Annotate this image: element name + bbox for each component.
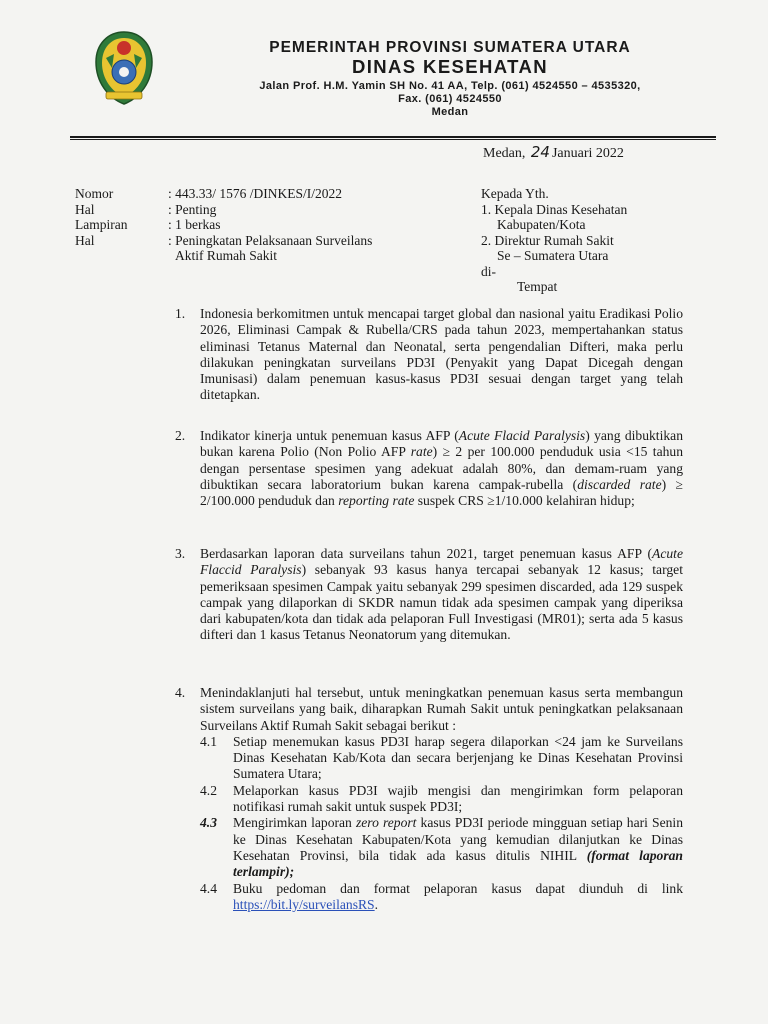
recipient-2: 2. Direktur Rumah Sakit	[481, 232, 614, 248]
italic-run: reporting rate	[338, 493, 415, 509]
letterhead-government: PEMERINTAH PROVINSI SUMATERA UTARA	[269, 39, 631, 56]
paragraph-number: 4.	[175, 685, 186, 700]
letter-date	[483, 143, 624, 162]
paragraph-text	[200, 546, 683, 644]
text-run: Buku pedoman dan format pelaporan kasus dapat diunduh di link	[233, 880, 683, 896]
text-run: .	[374, 896, 379, 912]
recipient-1-cont: Kabupaten/Kota	[497, 217, 586, 232]
italic-run: rate	[410, 444, 433, 460]
recipient-2-cont: Se – Sumatera Utara	[497, 248, 609, 263]
sub-item-4-2	[200, 783, 683, 816]
paragraph-number: 2.	[175, 428, 186, 443]
text-run: ) ≥ 2 per 100.000 penduduk usia <15 tahun dengan persentase spesimen yang adekuat adalah 80%, dan demam-ruam yang dibuktikan secara laboratorium bukan karena campak-rubella (	[200, 444, 683, 492]
sub-item-number: 4.2	[200, 782, 217, 798]
italic-run: Acute Flaccid Paralysis	[200, 546, 683, 578]
text-run: ) ≥ 2/100.000 penduduk dan	[200, 476, 683, 509]
date-city: Medan,	[483, 146, 526, 161]
sub-item-text	[233, 815, 683, 880]
letter-meta-values	[168, 186, 372, 264]
letterhead-agency: DINAS KESEHATAN	[351, 56, 549, 77]
fax-line: Fax. (061) 4524550	[398, 93, 502, 105]
value-lampiran: : 1 berkas	[168, 217, 221, 232]
text-run: ) yang dibuktikan bukan karena Polio (Non Polio AFP	[200, 428, 683, 460]
paragraph-text: Indonesia berkomitmen untuk mencapai target global dan nasional yaitu Eradikasi Polio 2026, Eliminasi Campak & Rubella/CRS pada tahun 2023, mempertahankan status eliminasi Tetanus Maternal dan Neonatal, serta pengendalian Difteri, maka perlu dilakukan peningkatan surveilans PD3I (Penyakit yang Dapat Dicegah dengan Imunisasi) dalam penemuan kasus-kasus PD3I sesuai dengan target yang telah ditetapkan.	[200, 306, 683, 403]
value-subject: : Peningkatan Pelaksanaan Surveilans	[168, 232, 373, 248]
text-run: kasus PD3I periode mingguan setiap hari Senin ke Dinas Kesehatan Kabupaten/Kota yang kemudian dilanjutkan ke Dinas Kesehatan Provinsi, bila tidak ada kasus ditulis NIHIL	[233, 815, 683, 863]
date-month-year: Januari 2022	[551, 146, 624, 161]
text-run: Mengirimkan laporan	[233, 815, 356, 831]
header-divider-thin	[70, 139, 716, 140]
paragraph-2	[175, 428, 683, 509]
letter-meta-labels	[75, 186, 127, 248]
sub-item-4-3	[200, 815, 683, 880]
sub-item-number: 4.1	[200, 733, 217, 749]
sub-item-text: Setiap menemukan kasus PD3I harap segera dilaporkan <24 jam ke Surveilans Dinas Kesehatan Kab/Kota dan secara berjenjang ke Dinas Kesehatan Provinsi Sumatera Utara;	[233, 733, 683, 782]
sub-item-4-1	[200, 734, 683, 783]
text-run: Berdasarkan laporan data surveilans tahun 2021, target penemuan kasus AFP (	[200, 546, 653, 561]
value-nomor: : 443.33/ 1576 /DINKES/I/2022	[168, 186, 342, 201]
date-day-handwritten: 24	[530, 143, 550, 161]
recipient-greeting: Kepada Yth.	[481, 186, 549, 201]
bold-italic-run: (format laporan terlampir);	[233, 847, 683, 880]
recipient-1: 1. Kepala Dinas Kesehatan	[481, 201, 628, 217]
sub-item-4-4	[200, 881, 683, 914]
paragraph-1	[175, 306, 683, 404]
recipient-tempat: Tempat	[517, 279, 558, 294]
italic-run: Acute Flacid Paralysis	[458, 428, 586, 443]
paragraph-number: 1.	[175, 306, 186, 321]
paragraph-4	[175, 685, 683, 913]
recipient-di: di-	[481, 263, 496, 279]
city-line: Medan	[431, 106, 469, 118]
recipient-block	[481, 186, 627, 295]
sub-item-text: Melaporkan kasus PD3I wajib mengisi dan mengirimkan form pelaporan notifikasi rumah sakit untuk suspek PD3I;	[233, 782, 683, 815]
sub-item-number: 4.4	[200, 880, 217, 896]
value-hal: : Penting	[168, 201, 217, 217]
label-hal-subject: Hal	[75, 232, 95, 248]
text-run: ) sebanyak 93 kasus hanya tercapai sebanyak 12 kasus; target pemeriksaan spesimen Campak yaitu sebanyak 299 spesimen discarded, ada 129 suspek campak yang dilaporkan di SKDR namun tidak ada spesimen campak yang diperiksa dari kabupaten/kota dan tidak ada pelaporan Full Investigasi (MR01); serta ada 5 kasus difteri dan 1 kasus Tetanus Neonatorum yang ditemukan.	[200, 562, 683, 643]
address-line: Jalan Prof. H.M. Yamin SH No. 41 AA, Telp. (061) 4524550 – 4535320,	[259, 80, 641, 92]
paragraph-number: 3.	[175, 546, 186, 561]
provincial-emblem-logo	[88, 28, 160, 108]
italic-run: discarded rate	[577, 476, 662, 492]
paragraph-3	[175, 546, 683, 644]
label-hal: Hal	[75, 201, 95, 217]
paragraph-text: Menindaklanjuti hal tersebut, untuk meningkatkan penemuan kasus serta membangun sistem surveilans yang baik, diharapkan Rumah Sakit untuk peningkatkan pelaksanaan Surveilans Aktif Rumah Sakit sebagai berikut :	[200, 685, 683, 733]
sub-item-number: 4.3	[200, 815, 217, 831]
value-subject-cont: Aktif Rumah Sakit	[175, 248, 277, 263]
label-nomor: Nomor	[75, 186, 114, 201]
header-divider	[70, 136, 716, 138]
paragraph-text	[200, 428, 683, 509]
letterhead-address	[190, 80, 710, 119]
italic-run: zero report	[355, 815, 417, 831]
sub-item-text	[233, 881, 683, 914]
label-lampiran: Lampiran	[75, 217, 128, 232]
text-run: Indikator kinerja untuk penemuan kasus AFP (	[200, 428, 459, 443]
download-link[interactable]: https://bit.ly/surveilansRS	[233, 896, 375, 912]
text-run: suspek CRS ≥1/10.000 kelahiran hidup;	[414, 493, 635, 509]
